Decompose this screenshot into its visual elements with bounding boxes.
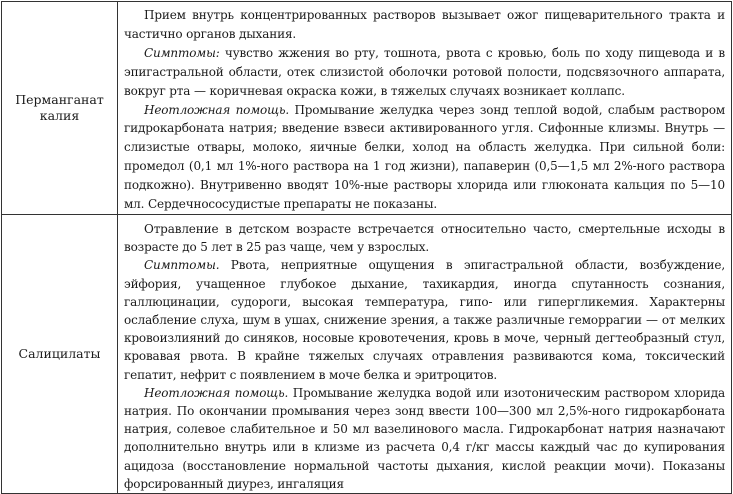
symptoms-paragraph bbox=[124, 44, 725, 101]
substance-name-cell bbox=[2, 2, 118, 215]
description-cell bbox=[118, 2, 732, 215]
symptoms-text: Рвота, неприятные ощущения в эпигастральной области, возбуждение, эйфория, учащенное глубокое дыхание, тахикардия, иногда спутанность сознания, галлюцинации, судороги, высокая температура, гипо- или гипергликемия. Характерны ослабление слуха, шум в ушах, снижение зрения, а также различные геморрагии — от мелких кровоизлияний до синяков, носовые кровотечения, кровь в моче, черный дегтеобразный стул, кровавая рвота. В крайне тяжелых случаях отравления развиваются кома, токсический гепатит, нефрит с появлением в моче белка и эритроцитов. bbox=[124, 258, 725, 382]
emergency-label: Неотложная помощь. bbox=[144, 385, 289, 400]
symptoms-text: чувство жжения во рту, тошнота, рвота с кровью, боль по ходу пищевода и в эпигастральной области, отек слизистой оболочки ротовой полости, подсвязочного аппарата, вокруг рта — коричневая окраска кожи, в тяжелых случаях возникает коллапс. bbox=[124, 45, 725, 98]
table-row bbox=[2, 214, 732, 493]
substance-name-cont: калия bbox=[39, 107, 80, 123]
poison-table bbox=[1, 1, 732, 494]
intro-paragraph: Отравление в детском возрасте встречается относительно часто, смертельные исходы в возрасте до 5 лет в 25 раз чаще, чем у взрослых. bbox=[124, 221, 725, 255]
substance-name: Салицилаты bbox=[18, 345, 101, 361]
emergency-paragraph bbox=[124, 101, 725, 214]
symptoms-label: Симптомы: bbox=[144, 45, 220, 60]
description-cell bbox=[118, 214, 732, 493]
symptoms-paragraph bbox=[124, 256, 725, 383]
emergency-label: Неотложная помощь. bbox=[144, 102, 290, 117]
emergency-paragraph bbox=[124, 384, 725, 493]
symptoms-label: Симптомы. bbox=[144, 258, 220, 273]
substance-name-cell bbox=[2, 214, 118, 493]
emergency-text: Промывание желудка водой или изотоническим раствором хлорида натрия. По окончании промывания через зонд ввести 100—300 мл 2,5%-ного гидрокарбоната натрия, солевое слабительное и 50 мл вазелинового масла. Гидрокарбонат натрия назначают дополнительно внутрь или в клизме из расчета 0,4 г/кг массы каждый час до купирования ацидоза (восстановление нормальной частоты дыхания, кислой реакции мочи). Показаны форсированный диурез, ингаляция bbox=[124, 385, 725, 491]
intro-paragraph: Прием внутрь концентрированных растворов вызывает ожог пищеварительного тракта и частично органов дыхания. bbox=[124, 8, 725, 41]
document-page bbox=[1, 1, 732, 491]
table-row bbox=[2, 2, 732, 215]
emergency-text: Промывание желудка через зонд теплой водой, слабым раствором гидрокарбоната натрия; введение взвеси активированного угля. Сифонные клизмы. Внутрь — слизистые отвары, молоко, яичные белки, холод на область желудка. При сильной боли: промедол (0,1 мл 1%-ного раствора на 1 год жизни), папаверин (0,5—1,5 мл 2%-ного раствора подкожно). Внутривенно вводят 10%-ные растворы хлорида или глюконата кальция по 5—10 мл. Сердечнососудистые препараты не показаны. bbox=[124, 102, 726, 212]
substance-name: Перманганат bbox=[15, 91, 104, 107]
